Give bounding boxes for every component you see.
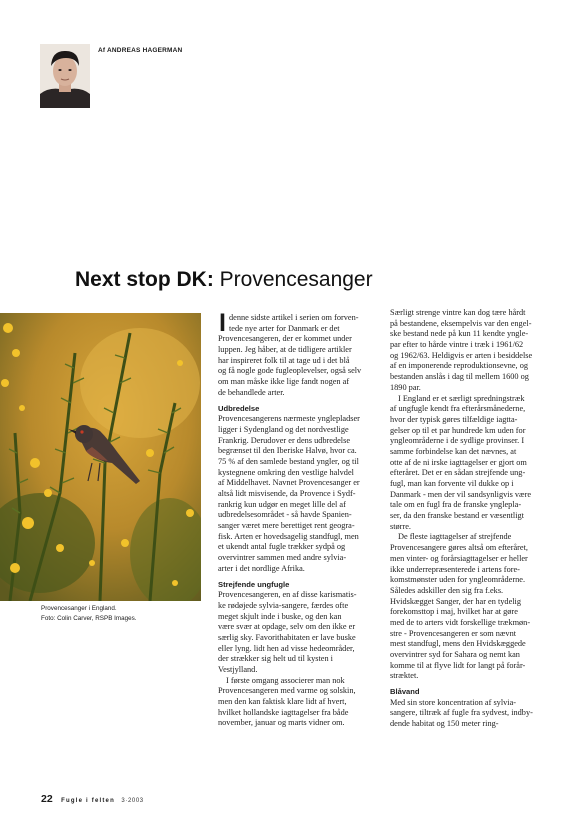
text-line: rankrig kun udgør en meget lille del af bbox=[218, 499, 346, 509]
text-line: overvintrer syd for Sahara og nemt kan bbox=[390, 650, 520, 659]
text-line: stræktet. bbox=[390, 671, 419, 681]
text-line: komstmønster uden for yngleområderne. bbox=[390, 575, 526, 585]
text-line: luppen. Jeg håber, at de tidligere artikler bbox=[218, 345, 352, 355]
text-line: komme til at flyve lidt for langt på forår- bbox=[390, 660, 526, 670]
text-line: udbredelsesområdet - så havde Spanien- bbox=[218, 510, 352, 520]
text-line: eller lyng. lidt hen ad visse hedeområder, bbox=[218, 643, 355, 653]
magazine-name: Fugle i felten bbox=[61, 798, 115, 804]
text-line: være svær at opdage, selv om den ikke er bbox=[218, 622, 356, 632]
text-line: på bestandene, eksempelvis var den engel- bbox=[390, 318, 532, 328]
text-line: Provencesangere gøres altså om efteråret, bbox=[390, 543, 528, 553]
text-line: fugl, man kan forvente vil dukke op i bbox=[390, 479, 514, 488]
text-line: par efter to hårde vintre i træk i 1961/62 bbox=[390, 340, 524, 350]
text-line: fisk. Arten er hovedsagelig standfugl, men bbox=[218, 531, 359, 541]
text-line: I første omgang associerer man nok bbox=[226, 675, 345, 685]
text-line: arter i det nordlige Afrika. bbox=[218, 563, 305, 573]
section-heading: Udbredelse bbox=[218, 403, 260, 413]
page-footer bbox=[41, 789, 144, 807]
text-line: 1890 par. bbox=[390, 382, 421, 392]
bird-photo bbox=[0, 313, 201, 601]
text-line: og få nogle gode fugleoplevelser, også selv bbox=[218, 366, 362, 376]
text-line: Frankrig. Derudover er dens udbredelse bbox=[218, 435, 351, 445]
issue-number: 3·2003 bbox=[121, 798, 144, 804]
page-number: 22 bbox=[41, 793, 53, 805]
text-line: ikke underrepræsenterede i artens fore- bbox=[390, 564, 520, 574]
text-line: Provencesangeren med varme og solskin, bbox=[218, 686, 356, 696]
text-line: Særligt strenge vintre kan dog tære hårdt bbox=[390, 308, 526, 317]
text-line: et ukendt antal fugle trækker sydpå og bbox=[218, 542, 346, 552]
text-line: bestanden anslås i dag til mellem 1600 og bbox=[390, 372, 529, 382]
article-column-2 bbox=[390, 308, 550, 730]
title-bold: Next stop DK: bbox=[75, 268, 214, 291]
text-line: Provencesangeren, der er kommet under bbox=[218, 334, 352, 344]
text-line: altså lidt misvisende, da Provence i Sydf- bbox=[218, 489, 356, 498]
text-line: sanger været mere berettiget rent geogra- bbox=[218, 521, 355, 531]
text-line: tede nye arter for Danmark er det bbox=[229, 323, 340, 333]
drop-cap: I bbox=[219, 309, 226, 337]
caption-line: Provencesanger i England. bbox=[41, 605, 117, 612]
text-line: særlig sky. Favorithabitaten er lave buske bbox=[218, 632, 356, 642]
text-line: men vinter- og forårsiagttagelser er heller bbox=[390, 553, 528, 563]
text-line: tale om en fugl fra de franske ynglepla- bbox=[390, 500, 522, 510]
text-line: november, januar og marts vidner om. bbox=[218, 718, 345, 728]
text-line: samme forbindelse kan det nævnes, at bbox=[390, 446, 517, 456]
author-byline: Af ANDREAS HAGERMAN bbox=[98, 47, 183, 54]
text-line: overvintrer sammen med andre sylvia- bbox=[218, 553, 347, 563]
text-line: yngleområderne i de sydlige provinser. I bbox=[390, 436, 525, 446]
text-line: og 1962/63. Heldigvis er arten i besiddelse bbox=[390, 350, 533, 360]
article-title bbox=[75, 268, 373, 292]
text-line: I England er et særligt spredningstræk bbox=[398, 393, 525, 403]
text-line: men den kan faktisk klare lidt af hvert, bbox=[218, 697, 347, 707]
text-line: hvilket hollandske iagttagelser fra både bbox=[218, 707, 349, 717]
caption-credit: Foto: Colin Carver, RSPB Images. bbox=[41, 614, 137, 622]
text-line: sangere, tiltræk af fugle fra sydvest, indby- bbox=[390, 708, 533, 718]
text-line: dende habitat og 150 meter ring- bbox=[390, 719, 499, 729]
photo-caption bbox=[41, 604, 201, 623]
text-line: ke rødøjede sylvia-sangere, færdes ofte bbox=[218, 600, 349, 610]
text-line: ser, da den franske bestand er væsentligt bbox=[390, 511, 524, 521]
text-line: begrænset til den Iberiske Halvø, hvor ca. bbox=[218, 446, 357, 456]
text-line: af en imponerende reproduktionsevne, og bbox=[390, 361, 529, 371]
text-line: gelser op til et par hundrede km uden for bbox=[390, 425, 526, 435]
text-line: efteråret. Det er en sådan strejfende ung- bbox=[390, 468, 526, 478]
text-line: har inspireret folk til at tage ud i det blå bbox=[218, 355, 350, 365]
text-line: ligger i Sydengland og det nordvestlige bbox=[218, 424, 349, 434]
text-line: af ungfugle kendt fra efterårsmånederne, bbox=[390, 404, 526, 414]
text-line: Med sin store koncentration af sylvia- bbox=[390, 697, 517, 707]
text-line: De fleste iagttagelser af strejfende bbox=[398, 532, 512, 542]
text-line: Således adskiller den sig fra f.eks. bbox=[390, 585, 504, 595]
section-heading: Strejfende ungfugle bbox=[218, 579, 290, 589]
text-line: mest standfugl, mens den Hvidskæggede bbox=[390, 639, 526, 649]
section-heading: Blåvand bbox=[390, 687, 420, 697]
text-line: denne sidste artikel i serien om forven- bbox=[229, 313, 359, 322]
text-line: kystegnene omkring den vestlige halvdel bbox=[218, 467, 354, 477]
text-line: hvor der typisk gøres tilfældige iagtta- bbox=[390, 414, 518, 424]
text-line: af Middelhavet. Navnet Provencesanger er bbox=[218, 478, 360, 488]
title-regular: Provencesanger bbox=[213, 268, 373, 291]
text-line: meget skjult inde i buske, og den kan bbox=[218, 611, 342, 621]
author-portrait bbox=[40, 44, 90, 108]
article-column-1 bbox=[218, 309, 375, 729]
text-line: der strækker sig helt ud til kysten i bbox=[218, 654, 333, 664]
text-line: om man måske ikke lige fandt nogen af bbox=[218, 377, 350, 387]
text-line: Danmark - men der vil sandsynligvis være bbox=[390, 489, 532, 499]
text-line: de behandlede arter. bbox=[218, 387, 285, 397]
text-line: Vestjylland. bbox=[218, 665, 258, 674]
text-line: Provencesangerens nærmeste ynglepladser bbox=[218, 414, 360, 424]
text-line: otte af de ni irske iagttagelser er gjort om bbox=[390, 457, 527, 467]
text-line: Hvidskægget Sanger, der har en tydelig bbox=[390, 596, 522, 606]
text-line: Provencesangeren, en af disse karismatis- bbox=[218, 590, 357, 600]
text-line: forekomsttop i maj, hvilket har at gøre bbox=[390, 607, 518, 617]
text-line: med de to arters vidt forskellige trækmøn- bbox=[390, 617, 531, 627]
text-line: stre - Provencesangeren er som nævnt bbox=[390, 628, 517, 638]
text-line: ske bestand nede på kun 11 kendte yngle- bbox=[390, 329, 529, 339]
text-line: større. bbox=[390, 521, 411, 531]
text-line: 75 % af den samlede bestand yngler, og til bbox=[218, 456, 359, 466]
